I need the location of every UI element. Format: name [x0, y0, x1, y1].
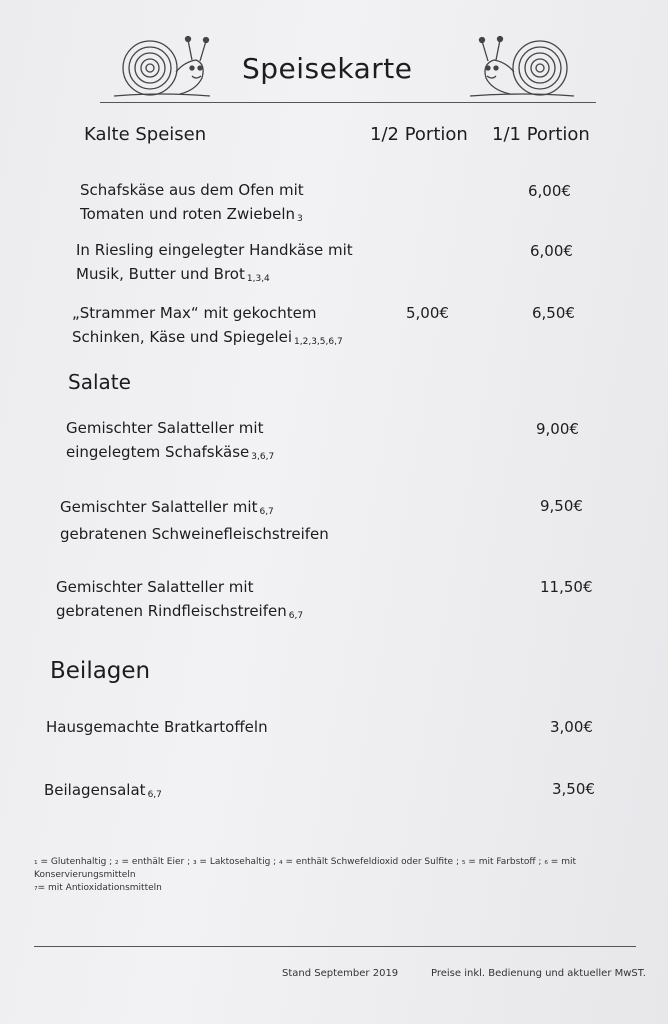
price: 9,00€: [536, 420, 579, 438]
section-title-salate: Salate: [68, 370, 131, 394]
section-title-kalte: Kalte Speisen: [84, 124, 207, 145]
column-half-portion: 1/2 Portion: [370, 124, 468, 145]
menu-item: Hausgemachte Bratkartoffeln: [46, 718, 268, 736]
price: 9,50€: [540, 497, 583, 515]
allergen-codes: 3,6,7: [251, 452, 275, 462]
menu-item: Gemischter Salatteller mit gebratenen Rindfleischstreifen $_{6,7}$: [56, 578, 304, 621]
menu-item: Schafskäse aus dem Ofen mit Tomaten und roten Zwiebeln $_3$: [80, 181, 304, 224]
menu-item: In Riesling eingelegter Handkäse mit Musik, Butter und Brot $_{1,3,4}$: [76, 241, 353, 284]
price-full: 6,00€: [528, 182, 571, 200]
allergen-codes: 6,7: [288, 611, 304, 621]
allergen-codes: 6,7: [259, 507, 274, 517]
price-half: 5,00€: [406, 304, 449, 322]
snail-icon: [464, 34, 579, 104]
allergen-codes: 3: [297, 214, 303, 224]
column-full-portion: 1/1 Portion: [492, 124, 590, 145]
allergen-legend: ₁ = Glutenhaltig ; ₂ = enthält Eier ; ₃ = Laktosehaltig ; ₄ = enthält Schwefeldioxid oder Sulfite ; ₅ = mit Farbstoff ; ₆ = mit Konservierungsmitteln ₇= mit Antioxidationsmitteln: [34, 857, 576, 893]
price: 11,50€: [540, 578, 593, 596]
page-title: Speisekarte: [242, 52, 413, 85]
footer-note: Preise inkl. Bedienung und aktueller MwST.: [431, 968, 646, 979]
price: 3,00€: [550, 718, 593, 736]
allergen-codes: 1,2,3,5,6,7: [294, 337, 343, 347]
section-title-beilagen: Beilagen: [50, 658, 151, 684]
menu-item: Gemischter Salatteller mit $_{6,7}$ gebratenen Schweinefleischstreifen: [60, 498, 329, 543]
snail-icon: [110, 34, 220, 104]
price: 3,50€: [552, 780, 595, 798]
title-underline: [100, 102, 596, 103]
menu-item: „Strammer Max“ mit gekochtem Schinken, Käse und Spiegelei $_{1,2,3,5,6,7}$: [72, 304, 343, 347]
menu-item: Gemischter Salatteller mit eingelegtem Schafskäse $_{3,6,7}$: [66, 419, 275, 462]
price-full: 6,50€: [532, 304, 575, 322]
price-full: 6,00€: [530, 242, 573, 260]
allergen-codes: 1,3,4: [246, 274, 270, 284]
footer-divider: [34, 946, 636, 947]
allergen-codes: 6,7: [147, 790, 162, 800]
menu-item: Beilagensalat $_{6,7}$: [44, 781, 162, 800]
footer-date: Stand September 2019: [282, 968, 399, 979]
